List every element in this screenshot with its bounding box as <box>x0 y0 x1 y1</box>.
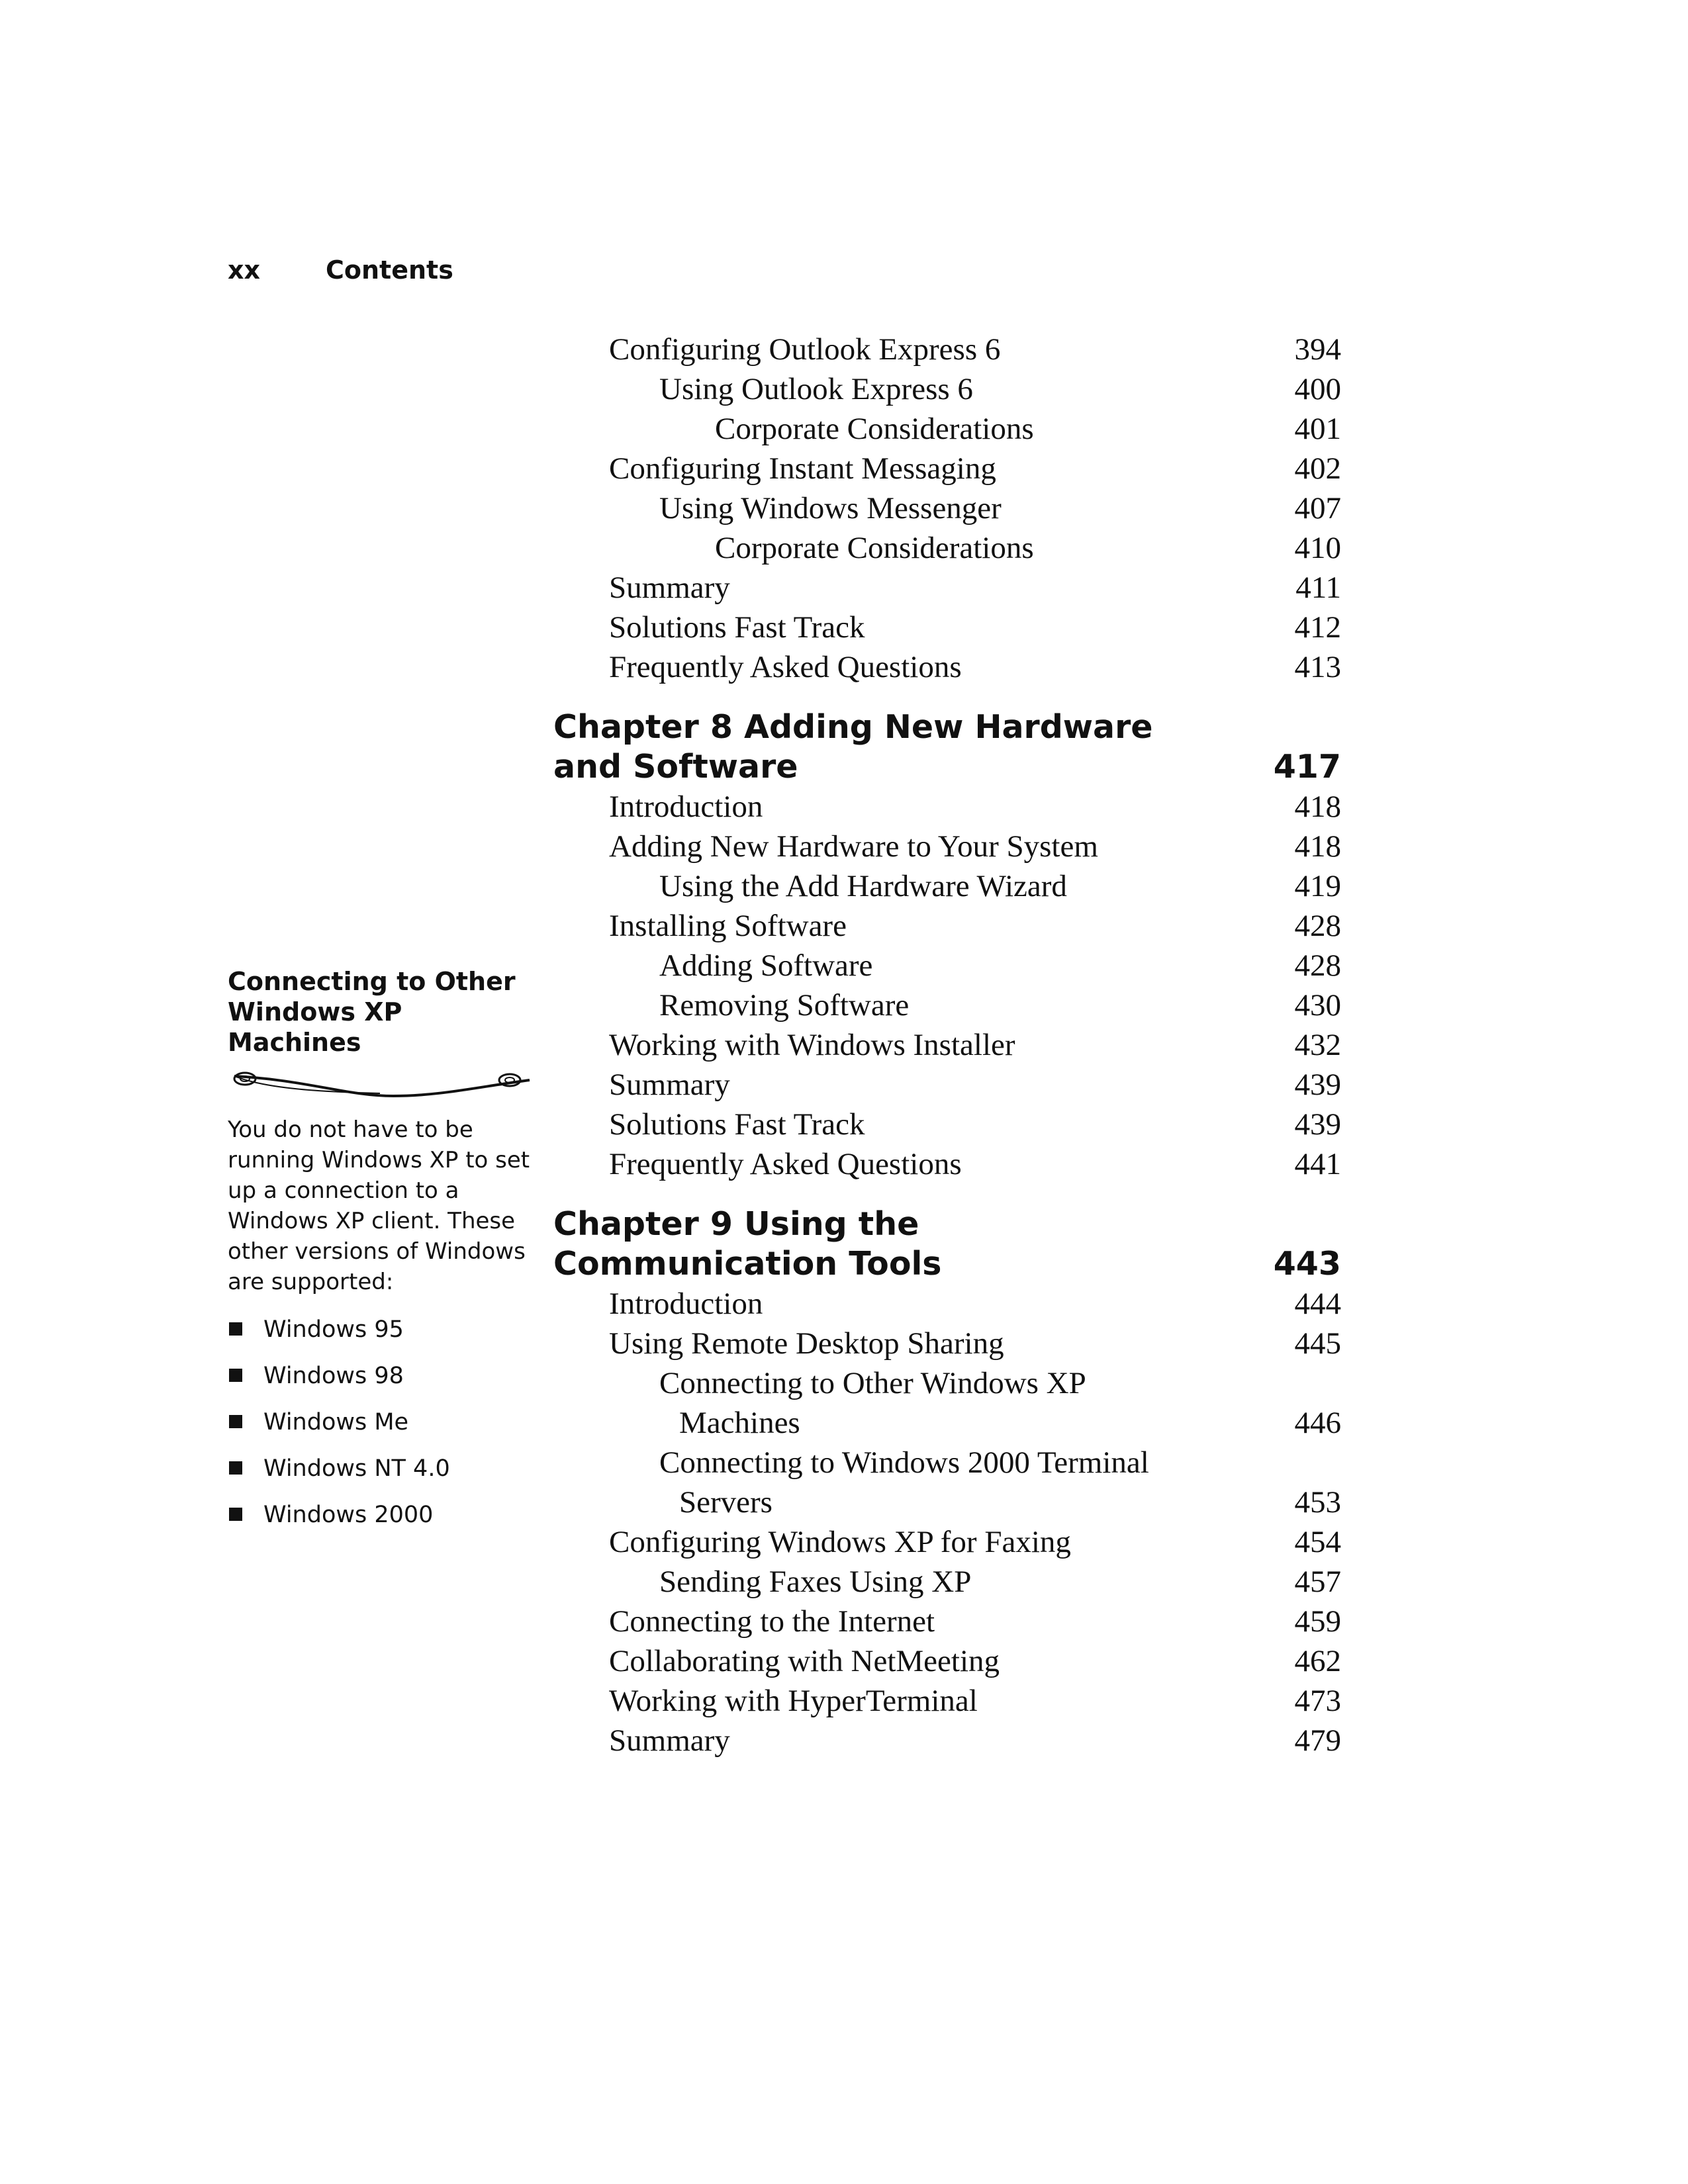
toc-page-number: 454 <box>1294 1525 1341 1559</box>
toc-page-number: 457 <box>1294 1565 1341 1599</box>
toc-page-number: 407 <box>1294 491 1341 525</box>
toc-entry: Collaborating with NetMeeting 462 <box>553 1641 1341 1681</box>
toc-entry: Connecting to Other Windows XP Machines 446 <box>553 1363 1341 1443</box>
square-bullet-icon <box>229 1369 242 1382</box>
chapter-page-number: 443 <box>1273 1245 1341 1283</box>
toc-entry: Configuring Windows XP for Faxing 454 <box>553 1522 1341 1562</box>
toc-page-number: 473 <box>1294 1684 1341 1718</box>
toc-page-number: 446 <box>1294 1406 1341 1440</box>
toc-page-number: 419 <box>1294 869 1341 903</box>
toc-entry: Summary 479 <box>553 1721 1341 1760</box>
toc-page-number: 413 <box>1294 650 1341 684</box>
toc-page-number: 401 <box>1294 412 1341 446</box>
toc-page-number: 428 <box>1294 909 1341 943</box>
toc-page-number: 411 <box>1295 570 1341 605</box>
chapter-heading: Chapter 9 Using the Communication Tools 443 <box>553 1205 1341 1283</box>
toc-page-number: 444 <box>1294 1287 1341 1321</box>
toc-page-number: 462 <box>1294 1644 1341 1678</box>
toc-page-number: 439 <box>1294 1107 1341 1142</box>
square-bullet-icon <box>229 1508 242 1521</box>
toc-entry: Introduction 418 <box>553 787 1341 827</box>
page-number: xx <box>228 255 261 285</box>
toc-page-number: 453 <box>1294 1485 1341 1520</box>
toc-entry: Summary 411 <box>553 568 1341 608</box>
toc-entry: Working with Windows Installer 432 <box>553 1025 1341 1065</box>
toc-page-number: 459 <box>1294 1604 1341 1639</box>
toc-entry: Configuring Instant Messaging 402 <box>553 449 1341 488</box>
swirl-divider-icon <box>228 1067 536 1100</box>
sidebar-title: Connecting to Other Windows XP Machines <box>228 967 516 1057</box>
toc-page-number: 402 <box>1294 451 1341 486</box>
toc-page-number: 418 <box>1294 829 1341 864</box>
toc-page-number: 432 <box>1294 1028 1341 1062</box>
sidebar-note <box>228 966 539 1538</box>
toc-entry: Summary 439 <box>553 1065 1341 1105</box>
square-bullet-icon <box>229 1461 242 1475</box>
list-item: Windows 95 <box>228 1306 539 1353</box>
square-bullet-icon <box>229 1322 242 1336</box>
sidebar-body: You do not have to be running Windows XP to set up a connection to a Windows XP client. These other versions of Windows are supported: <box>228 1116 530 1295</box>
toc-page-number: 418 <box>1294 790 1341 824</box>
toc-entry: Corporate Considerations 401 <box>553 409 1341 449</box>
toc-entry: Installing Software 428 <box>553 906 1341 946</box>
supported-windows-list <box>228 1306 539 1538</box>
toc-entry: Connecting to the Internet 459 <box>553 1602 1341 1641</box>
list-item: Windows NT 4.0 <box>228 1445 539 1492</box>
toc-entry: Removing Software 430 <box>553 985 1341 1025</box>
toc-page-number: 412 <box>1294 610 1341 645</box>
toc-page-number: 410 <box>1294 531 1341 565</box>
toc-entry: Frequently Asked Questions 413 <box>553 647 1341 687</box>
running-head <box>228 250 691 290</box>
toc-entry: Connecting to Windows 2000 Terminal Servers 453 <box>553 1443 1341 1522</box>
toc-entry: Using the Add Hardware Wizard 419 <box>553 866 1341 906</box>
toc-entry: Corporate Considerations 410 <box>553 528 1341 568</box>
toc-page-number: 428 <box>1294 948 1341 983</box>
toc-entry: Working with HyperTerminal 473 <box>553 1681 1341 1721</box>
toc-entry: Frequently Asked Questions 441 <box>553 1144 1341 1184</box>
toc-entry: Adding New Hardware to Your System 418 <box>553 827 1341 866</box>
toc-page-number: 479 <box>1294 1723 1341 1758</box>
toc-page-number: 441 <box>1294 1147 1341 1181</box>
toc-entry: Configuring Outlook Express 6 394 <box>553 330 1341 369</box>
chapter-heading: Chapter 8 Adding New Hardware and Software 417 <box>553 708 1341 786</box>
toc-page-number: 400 <box>1294 372 1341 406</box>
toc-entry: Adding Software 428 <box>553 946 1341 985</box>
toc-page-number: 394 <box>1294 332 1341 367</box>
toc-page-number: 445 <box>1294 1326 1341 1361</box>
toc-page-number: 439 <box>1294 1068 1341 1102</box>
list-item: Windows Me <box>228 1399 539 1445</box>
toc-entry: Sending Faxes Using XP 457 <box>553 1562 1341 1602</box>
toc-entry: Solutions Fast Track 412 <box>553 608 1341 647</box>
toc-entry: Introduction 444 <box>553 1284 1341 1324</box>
toc-entry: Solutions Fast Track 439 <box>553 1105 1341 1144</box>
toc-page-number: 430 <box>1294 988 1341 1023</box>
running-head-title: Contents <box>326 255 453 285</box>
toc-entry: Using Remote Desktop Sharing 445 <box>553 1324 1341 1363</box>
table-of-contents <box>553 330 1341 1760</box>
toc-entry: Using Windows Messenger 407 <box>553 488 1341 528</box>
list-item: Windows 98 <box>228 1353 539 1399</box>
square-bullet-icon <box>229 1415 242 1428</box>
chapter-page-number: 417 <box>1273 748 1341 786</box>
toc-entry: Using Outlook Express 6 400 <box>553 369 1341 409</box>
list-item: Windows 2000 <box>228 1492 539 1538</box>
